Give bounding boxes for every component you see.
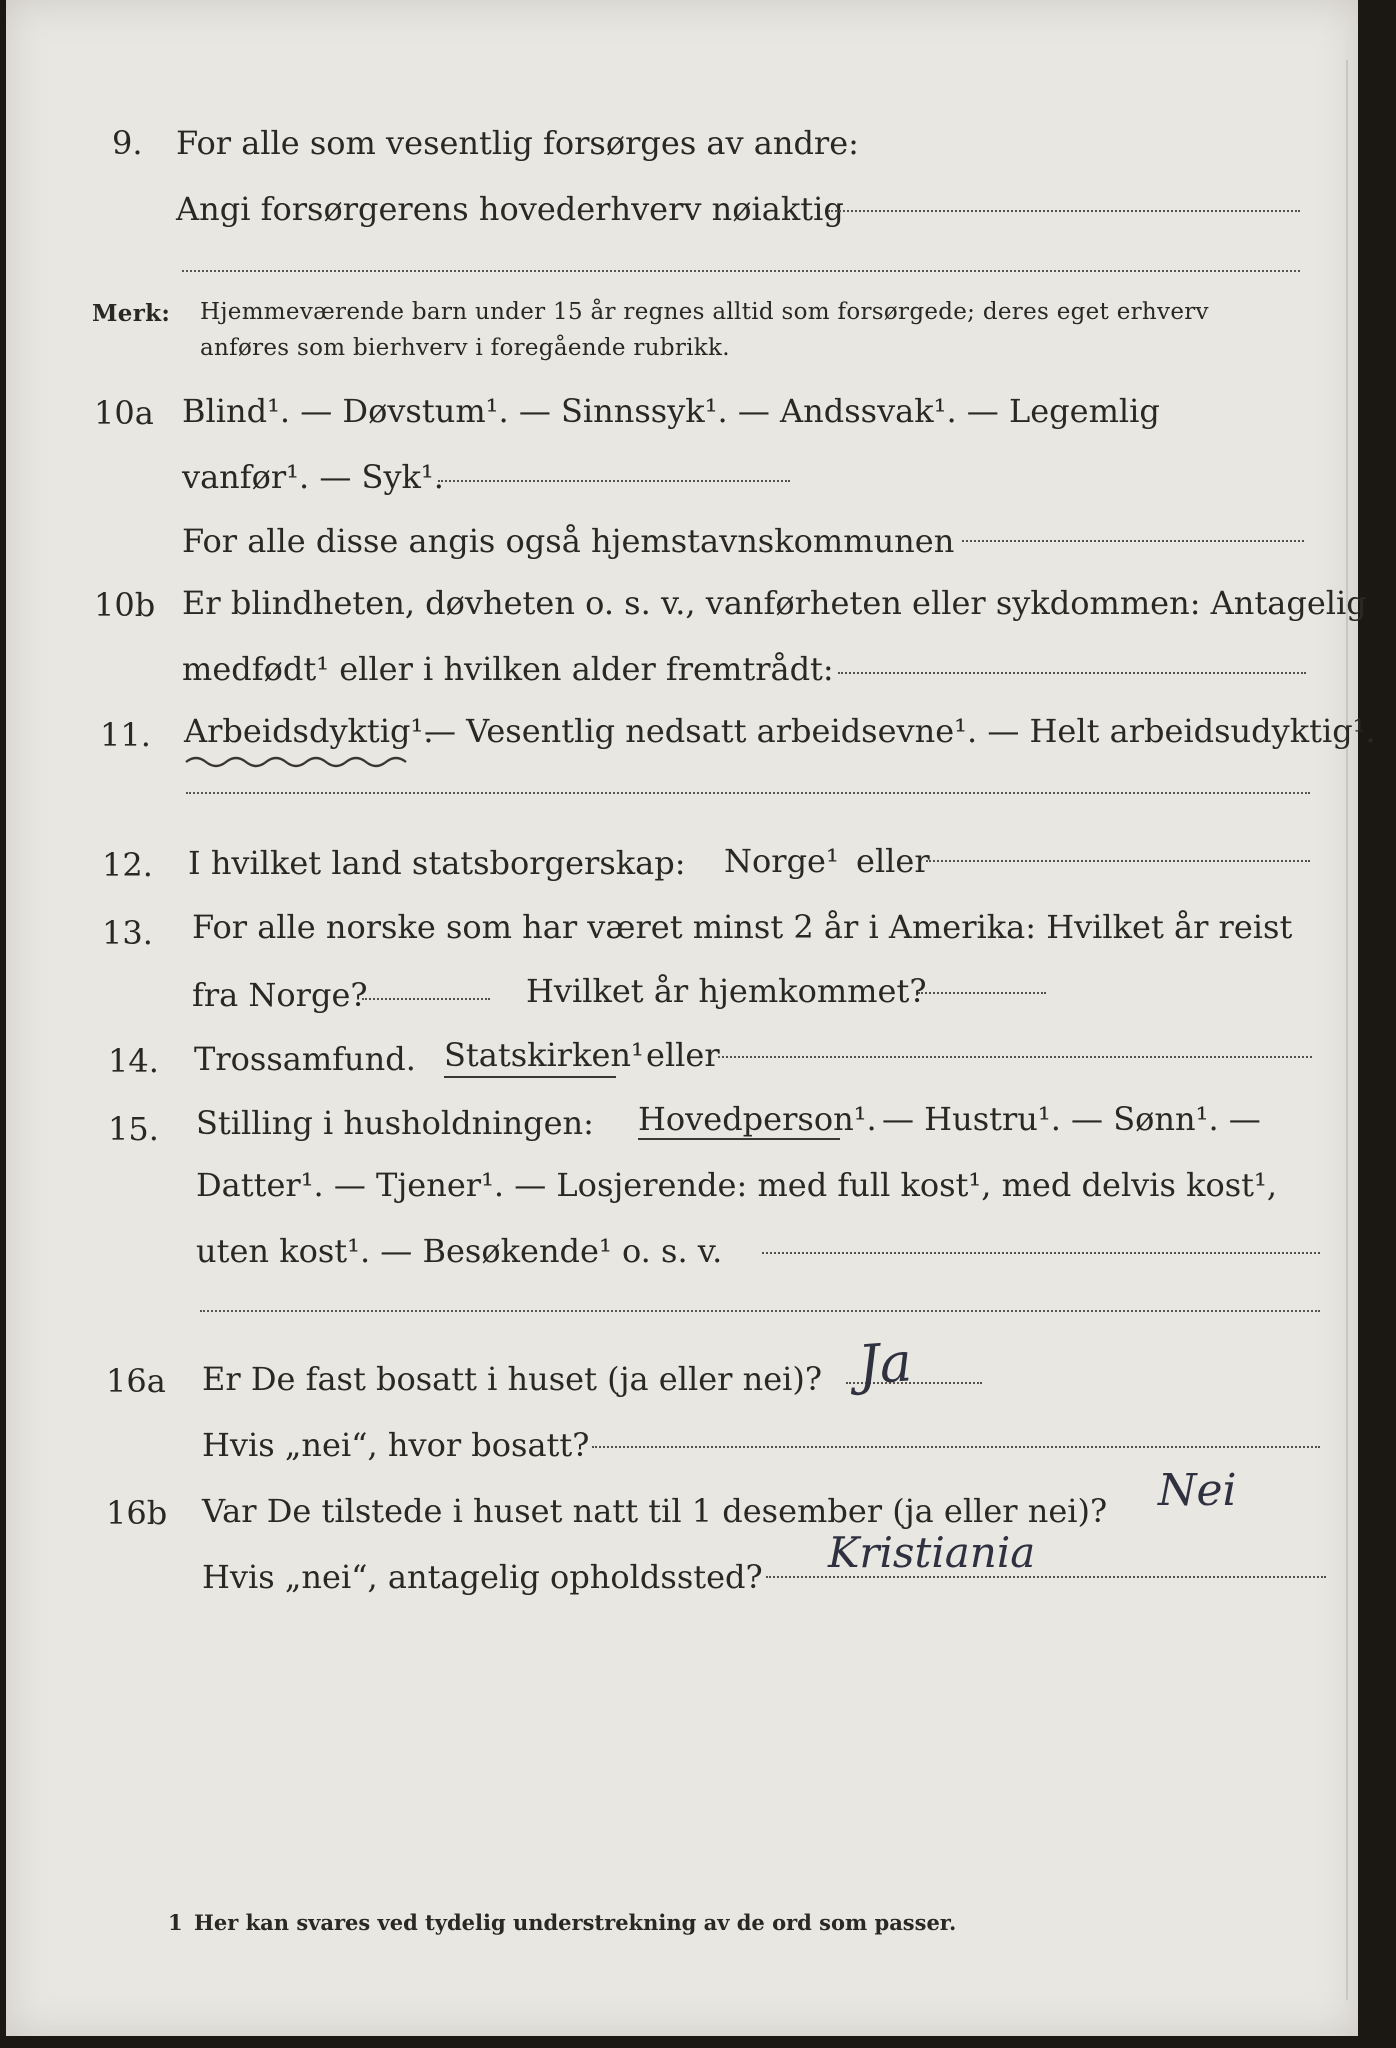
q16b-line1: Var De tilstede i huset natt til 1 desember (ja eller nei)? bbox=[202, 1492, 1108, 1530]
q10a-hometown-line bbox=[962, 540, 1304, 542]
q10a-line1: Blind¹. — Døvstum¹. — Sinnssyk¹. — Andssvak¹. — Legemlig bbox=[182, 392, 1160, 430]
merk-line1: Hjemmeværende barn under 15 år regnes alltid som forsørgede; deres eget erhverv bbox=[200, 299, 1209, 325]
footnote-mark: 1 bbox=[168, 1910, 183, 1935]
q14-answer-line bbox=[718, 1056, 1312, 1058]
q14-part3: eller bbox=[646, 1036, 720, 1074]
q13-return-line bbox=[918, 992, 1046, 994]
q11-number: 11. bbox=[100, 716, 151, 754]
q16a-line1: Er De fast bosatt i huset (ja eller nei)? bbox=[202, 1360, 823, 1398]
q10a-line3: For alle disse angis også hjemstavnskommunen bbox=[182, 522, 955, 560]
q15-line1c: — Hustru¹. — Sønn¹. — bbox=[882, 1100, 1261, 1138]
q15-answer-line bbox=[762, 1252, 1320, 1254]
q16a-number: 16a bbox=[106, 1362, 166, 1400]
footnote-text: Her kan svares ved tydelig understrekning av de ord som passer. bbox=[194, 1910, 957, 1935]
q10a-line2: vanfør¹. — Syk¹. bbox=[182, 458, 444, 496]
q15-line2: Datter¹. — Tjener¹. — Losjerende: med full kost¹, med delvis kost¹, bbox=[196, 1166, 1278, 1204]
q15-line1b: Hovedperson¹. bbox=[638, 1100, 877, 1138]
q16b-handwritten-location: Kristiania bbox=[828, 1528, 1036, 1577]
q15-line1a: Stilling i husholdningen: bbox=[196, 1104, 594, 1142]
q16b-line2: Hvis „nei“, antagelig opholdssted? bbox=[202, 1558, 763, 1596]
q10b-line2: medfødt¹ eller i hvilken alder fremtrådt: bbox=[182, 650, 834, 688]
q13-departure-line bbox=[362, 998, 490, 1000]
q16a-residence-line bbox=[592, 1446, 1320, 1448]
q9-line1: For alle som vesentlig forsørges av andre: bbox=[176, 124, 859, 162]
q11-part2: — Vesentlig nedsatt arbeidsevne¹. — Helt arbeidsudyktig¹. bbox=[424, 712, 1376, 750]
q15-answer-line2 bbox=[200, 1310, 1320, 1312]
q12-number: 12. bbox=[102, 846, 153, 884]
q15-line3: uten kost¹. — Besøkende¹ o. s. v. bbox=[196, 1232, 723, 1270]
q9-number: 9. bbox=[112, 124, 143, 162]
q9-answer-line bbox=[828, 210, 1300, 212]
census-form-page bbox=[6, 0, 1376, 2036]
q12-part1: I hvilket land statsborgerskap: bbox=[188, 844, 686, 882]
q16a-handwritten-answer: Ja bbox=[855, 1330, 914, 1397]
q9-answer-line2 bbox=[182, 270, 1300, 272]
q15-selected-underline bbox=[638, 1138, 840, 1140]
q14-selected-underline bbox=[444, 1076, 616, 1078]
q13-line2a: fra Norge? bbox=[192, 976, 368, 1014]
q13-number: 13. bbox=[102, 914, 153, 952]
q15-number: 15. bbox=[108, 1110, 159, 1148]
q12-part2: Norge¹ bbox=[724, 842, 839, 880]
q11-answer-line bbox=[186, 792, 1310, 794]
q10b-line1: Er blindheten, døvheten o. s. v., vanførheten eller sykdommen: Antagelig bbox=[182, 584, 1367, 622]
q12-part3: eller bbox=[856, 842, 930, 880]
q10b-answer-line bbox=[838, 672, 1306, 674]
merk-label: Merk: bbox=[92, 300, 171, 327]
q13-line1: For alle norske som har været minst 2 år i Amerika: Hvilket år reist bbox=[192, 908, 1293, 946]
page-fold-line bbox=[1346, 60, 1348, 2000]
q10a-answer-line bbox=[438, 480, 790, 482]
q11-selected-underline bbox=[184, 754, 414, 770]
q10a-number: 10a bbox=[94, 394, 154, 432]
q11-part1: Arbeidsdyktig¹. bbox=[184, 712, 434, 750]
q12-answer-line bbox=[926, 860, 1310, 862]
q16b-number: 16b bbox=[106, 1494, 168, 1532]
merk-line2: anføres som bierhverv i foregående rubrikk. bbox=[200, 335, 730, 361]
q16b-handwritten-answer: Nei bbox=[1158, 1465, 1237, 1516]
q14-part2: Statskirken¹ bbox=[444, 1036, 644, 1074]
q10b-number: 10b bbox=[94, 586, 156, 624]
q13-line2b: Hvilket år hjemkommet? bbox=[526, 972, 927, 1010]
q14-number: 14. bbox=[108, 1042, 159, 1080]
q14-part1: Trossamfund. bbox=[194, 1040, 416, 1078]
q9-line2: Angi forsørgerens hovederhverv nøiaktig bbox=[176, 190, 844, 228]
q16a-line2: Hvis „nei“, hvor bosatt? bbox=[202, 1426, 590, 1464]
